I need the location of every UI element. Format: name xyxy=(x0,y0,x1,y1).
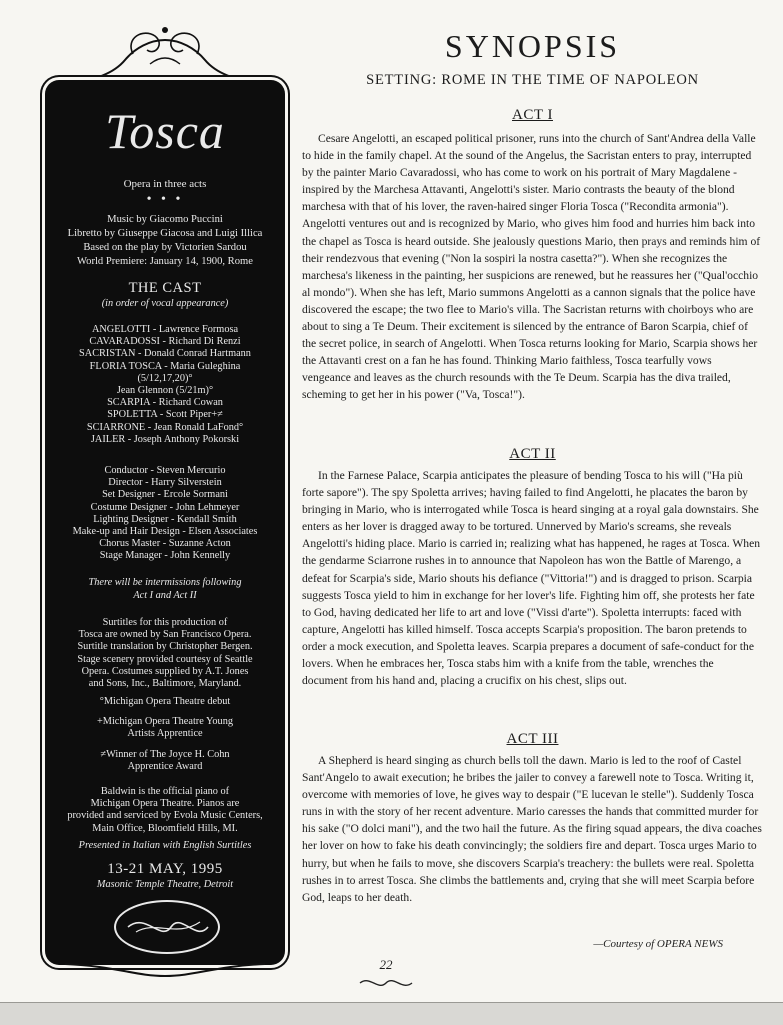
act-3-text: A Shepherd is heard singing as church bells toll the dawn. Mario is led to the roof of Castel Sant'Angelo to await execution; he bribes the jailer to convey a farewell note to Tosca. Writing it, overcome with memories of love, he gives way to despair ("E lucevan le stelle"). Suddenly Tosca runs in with the story of her recent adventure. Mario caresses the hands that committed murder for his sake ("O dolci mani"), and the two hail the future. As the firing squad appears, the diva coaches her lover on how to fake his death convincingly; the soldiers fire and depart. Tosca urges Mario to hurry, but when he fails to move, she discovers Scarpia's treachery: the bullets were real. Spoletta rushes in to arrest Tosca. She climbs the battlements and, crying that she will meet Scarpia before God, leaps to her death. xyxy=(302,754,762,904)
cast-item: JAILER - Joseph Anthony Pokorski xyxy=(90,433,240,445)
sponsor-line: Michigan Opera Theatre. Pianos are xyxy=(90,798,240,810)
cast-subheading: (in order of vocal appearance) xyxy=(101,298,229,309)
cast-item: SACRISTAN - Donald Conrad Hartmann xyxy=(79,348,251,360)
crew-item: Lighting Designer - Kendall Smith xyxy=(93,513,237,525)
cast-item: SCARPIA - Richard Cowan xyxy=(107,397,223,409)
crew-list xyxy=(51,465,279,563)
flourish-icon xyxy=(116,902,218,952)
footnote: +Michigan Opera Theatre Young Artists Apprentice xyxy=(96,716,234,740)
venue: Masonic Temple Theatre, Detroit xyxy=(96,879,234,890)
opera-title: Tosca xyxy=(105,103,225,159)
credit-line: Libretto by Giuseppe Giacosa and Luigi Illica xyxy=(67,228,263,239)
cast-item: ANGELOTTI - Lawrence Formosa xyxy=(91,324,239,335)
piano-sponsor-note xyxy=(51,786,279,835)
surtitles-line: Opera. Costumes supplied by A.T. Jones xyxy=(81,665,249,677)
language-note: Presented in Italian with English Surtitles xyxy=(78,840,252,851)
opera-subtitle: Opera in three acts xyxy=(123,178,207,190)
sponsor-line: Baldwin is the official piano of xyxy=(100,786,230,797)
cast-item: (5/12,17,20)° xyxy=(137,372,193,384)
act-2-text: In the Farnese Palace, Scarpia anticipates the pleasure of bending Tosca to his will ("Ha più forte sapore"). The spy Spoletta arrives; having failed to find Angelotti, he placates the baron by bringing in Mario, who is interrogated while Tosca is heard singing at a royal gala downstairs. She enters as her lover is dragged away to be tortured. Unnerved by Mario's screams, she reveals Angelotti's hiding place. Mario is carried in; realizing what has happened, he rages at Tosca. When the gendarme Sciarrone rushes in to announce that Napoleon has won the Battle of Marengo, a defeat for Scarpia's side, Mario shouts his defiance ("Vittoria!") and is dragged to prison. Scarpia suggests Tosca yield to him in exchange for her lover's life. Fighting him off, she protests her fate to God, having dedicated her life to art and love ("Vissi d'arte"). Spoletta interrupts: faced with capture, Angelotti has killed himself. Tosca accepts Scarpia's proposition. The baron pretends to order a mock execution, and Spoletta leaves. Scarpia prepares a document of safe-conduct for the lovers. When he embraces her, Tosca stabs him with a knife from the table, wrenches the document from his hand and, placing a crucifix on his chest, slips out. xyxy=(302,469,761,688)
intermission-note xyxy=(51,577,279,602)
surtitles-line: Tosca are owned by San Francisco Opera. xyxy=(78,629,252,641)
page-edge xyxy=(0,1003,783,1025)
surtitles-line: Stage scenery provided courtesy of Seattle xyxy=(77,653,253,665)
crew-item: Conductor - Steven Mercurio xyxy=(104,465,226,476)
cast-item: Jean Glennon (5/21m)° xyxy=(116,385,214,397)
cast-heading: THE CAST xyxy=(128,280,202,296)
dot-divider: • • • xyxy=(146,192,184,207)
crew-item: Stage Manager - John Kennelly xyxy=(99,550,231,562)
program-panel xyxy=(45,80,285,965)
page-number: 22 xyxy=(379,957,393,972)
act-2-heading: ACT II xyxy=(509,446,556,462)
credits-block xyxy=(51,213,279,269)
cast-item: FLORIA TOSCA - Maria Guleghina xyxy=(89,360,241,372)
footnotes xyxy=(51,696,279,781)
setting-line: SETTING: ROME IN THE TIME OF NAPOLEON xyxy=(366,72,699,88)
performance-dates: 13-21 MAY, 1995 xyxy=(107,861,223,877)
surtitles-line: and Sons, Inc., Baltimore, Maryland. xyxy=(88,678,242,690)
footnote: °Michigan Opera Theatre debut xyxy=(99,696,231,707)
credit-line: World Premiere: January 14, 1900, Rome xyxy=(77,256,253,267)
page-flourish-icon xyxy=(356,975,416,991)
act-3-heading: ACT III xyxy=(506,731,559,747)
cast-item: SPOLETTA - Scott Piper+≠ xyxy=(107,409,223,421)
sponsor-line: provided and serviced by Evola Music Centers, xyxy=(67,810,263,822)
crew-item: Chorus Master - Suzanne Acton xyxy=(99,538,231,550)
credit-line: Based on the play by Victorien Sardou xyxy=(83,242,247,253)
scroll-ornament-icon xyxy=(55,960,275,980)
sponsor-line: Main Office, Bloomfield Hills, MI. xyxy=(92,822,238,834)
crew-item: Costume Designer - John Lehmeyer xyxy=(90,501,240,513)
source-credit: —Courtesy of OPERA NEWS xyxy=(593,938,723,950)
intermission-line: Act I and Act II xyxy=(133,589,197,601)
flourish-oval-icon xyxy=(114,900,220,954)
cast-list xyxy=(51,324,279,446)
surtitles-line: Surtitles for this production of xyxy=(102,617,228,628)
crew-item: Set Designer - Ercole Sormani xyxy=(102,489,228,501)
act-1-heading: ACT I xyxy=(512,107,553,123)
credit-line: Music by Giacomo Puccini xyxy=(107,214,223,225)
surtitles-note xyxy=(51,617,279,690)
crew-item: Make-up and Hair Design - Elsen Associates xyxy=(72,526,258,538)
crew-item: Director - Harry Silverstein xyxy=(108,477,222,489)
act-1-text: Cesare Angelotti, an escaped political prisoner, runs into the church of Sant'Andrea della Valle to hide in the family chapel. At the sound of the Angelus, the Sacristan enters to pray, interrupted by the painter Mario Cavaradossi, who has come to work on his portrait of Mary Magdalene - inspired by the Marchesa Attavanti, Angelotti's sister. Mario contrasts the beauty of the blond marchesa with that of his lover, the raven-haired singer Floria Tosca ("Recondita armonia"). Angelotti ventures out and is recognized by Mario, who gives him food and hurries him back into the chapel as Tosca is heard outside. She jealously questions Mario, then prays and reminds him of their rendezvous that evening ("Non la sospiri la nostra casetta?"). When she recognizes the marchesa's likeness in the painting, her suspicions are renewed, but he reassures her ("Qual'occhio al mondo"). When she has left, Mario summons Angelotti as a cannon signals that the police have discovered the escape; the two flee to Mario's villa. The Sacristan returns with choirboys who are about to sing a Te Deum. Their excitement is silenced by the entrance of Baron Scarpia, chief of the secret police, in search of Angelotti. When Tosca returns looking for Mario, Scarpia shows her the Attavanti crest on a fan he has found. Thinking Mario faithless, Tosca tearfully vows vengeance and leaves as the church resounds with the Te Deum. Scarpia has the diva trailed, scheming to get her in his power ("Va, Tosca!"). xyxy=(302,132,761,402)
synopsis-title: SYNOPSIS xyxy=(444,28,621,64)
surtitles-line: Surtitle translation by Christopher Bergen. xyxy=(77,641,253,653)
cast-item: SCIARRONE - Jean Ronald LaFond° xyxy=(86,421,244,433)
footnote: ≠Winner of The Joyce H. Cohn Apprentice Award xyxy=(100,748,230,772)
cast-item: CAVARADOSSI - Richard Di Renzi xyxy=(89,336,241,348)
intermission-line: There will be intermissions following xyxy=(88,577,242,588)
